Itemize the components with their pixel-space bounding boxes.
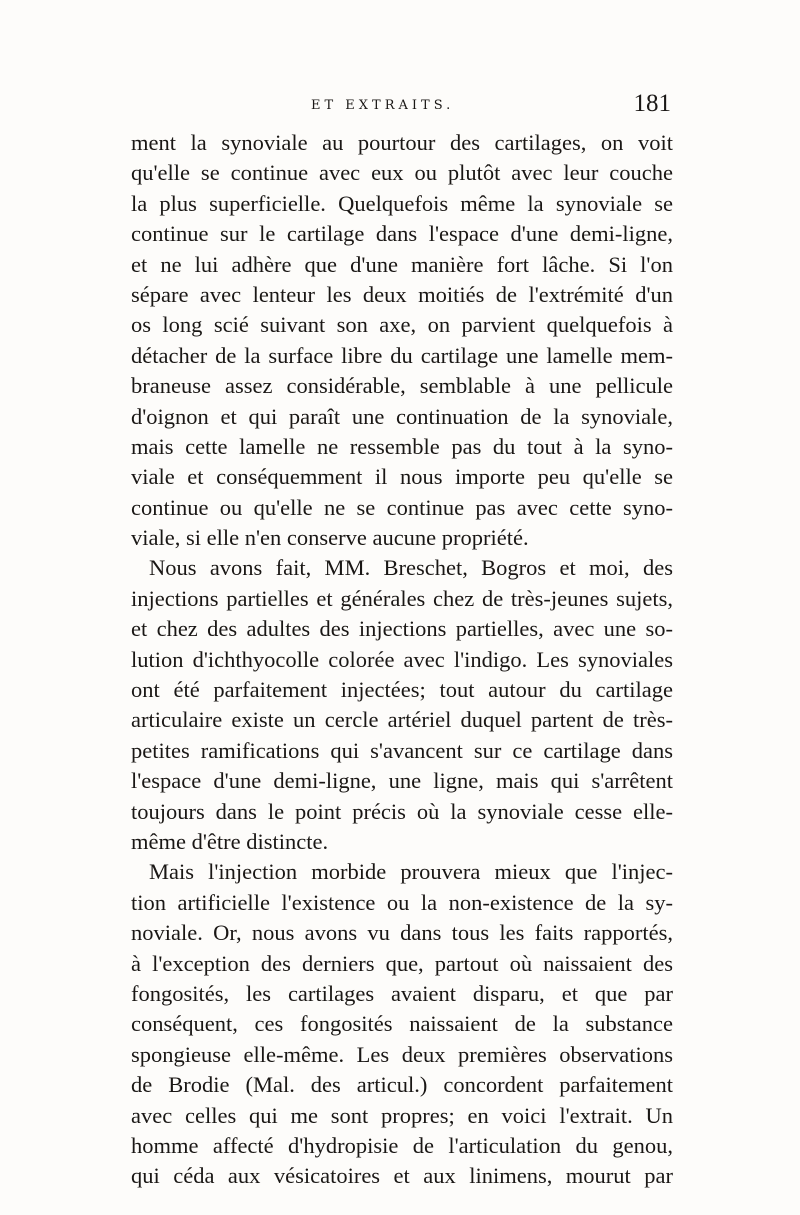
text-line: petites ramifications qui s'avancent sur ce cartilage dans [131,737,673,763]
text-line: et chez des adultes des injections partielles, avec une so- [131,616,673,642]
paragraph [131,857,673,1191]
text-line: homme affecté d'hydropisie de l'articulation du genou, [131,1132,673,1158]
text-line: qu'elle se continue avec eux ou plutôt avec leur couche [131,160,673,186]
text-line: détacher de la surface libre du cartilage une lamelle mem- [131,342,673,368]
text-line: la plus superficielle. Quelquefois même la synoviale se [131,190,673,216]
body-text [131,128,673,1192]
text-line: Nous avons fait, MM. Breschet, Bogros et moi, des [149,555,673,581]
text-line: conséquent, ces fongosités naissaient de la substance [131,1011,673,1037]
text-line: toujours dans le point précis où la synoviale cesse elle- [131,798,673,824]
text-line: os long scié suivant son axe, on parvient quelquefois à [131,312,673,338]
paragraph [131,553,673,857]
text-line: sépare avec lenteur les deux moitiés de l'extrémité d'un [131,281,673,307]
text-line: viale, si elle n'en conserve aucune propriété. [131,525,529,551]
text-line: d'oignon et qui paraît une continuation de la synoviale, [131,403,673,429]
page-number: 181 [633,90,671,117]
running-head: ET EXTRAITS. [311,98,455,113]
text-line: braneuse assez considérable, semblable à une pellicule [131,373,673,399]
text-line: articulaire existe un cercle artériel duquel partent de très- [131,707,673,733]
page-header [131,92,671,122]
text-line: qui céda aux vésicatoires et aux linimens, mourut par [131,1163,673,1189]
text-line: injections partielles et générales chez de très-jeunes sujets, [131,585,673,611]
text-line: fongosités, les cartilages avaient disparu, et que par [131,980,673,1006]
text-line: spongieuse elle-même. Les deux premières observations [131,1041,673,1067]
text-line: et ne lui adhère que d'une manière fort lâche. Si l'on [131,251,673,277]
text-line: Mais l'injection morbide prouvera mieux que l'injec- [149,859,673,885]
text-line: l'espace d'une demi-ligne, une ligne, mais qui s'arrêtent [131,768,673,794]
text-line: avec celles qui me sont propres; en voici l'extrait. Un [131,1102,673,1128]
text-line: de Brodie (Mal. des articul.) concordent parfaitement [131,1072,673,1098]
text-line: ment la synoviale au pourtour des cartilages, on voit [131,130,673,155]
text-line: mais cette lamelle ne ressemble pas du tout à la syno- [131,433,673,459]
text-line: continue ou qu'elle ne se continue pas avec cette syno- [131,494,673,520]
text-line: même d'être distincte. [131,828,329,854]
text-line: ont été parfaitement injectées; tout autour du cartilage [131,677,673,703]
text-line: viale et conséquemment il nous importe peu qu'elle se [131,464,673,490]
text-line: noviale. Or, nous avons vu dans tous les faits rapportés, [131,920,673,946]
paragraph [131,128,673,553]
text-line: lution d'ichthyocolle colorée avec l'indigo. Les synoviales [131,646,673,672]
text-line: continue sur le cartilage dans l'espace d'une demi-ligne, [131,221,673,247]
text-line: tion artificielle l'existence ou la non-existence de la sy- [131,889,673,915]
text-line: à l'exception des derniers que, partout où naissaient des [131,950,673,976]
